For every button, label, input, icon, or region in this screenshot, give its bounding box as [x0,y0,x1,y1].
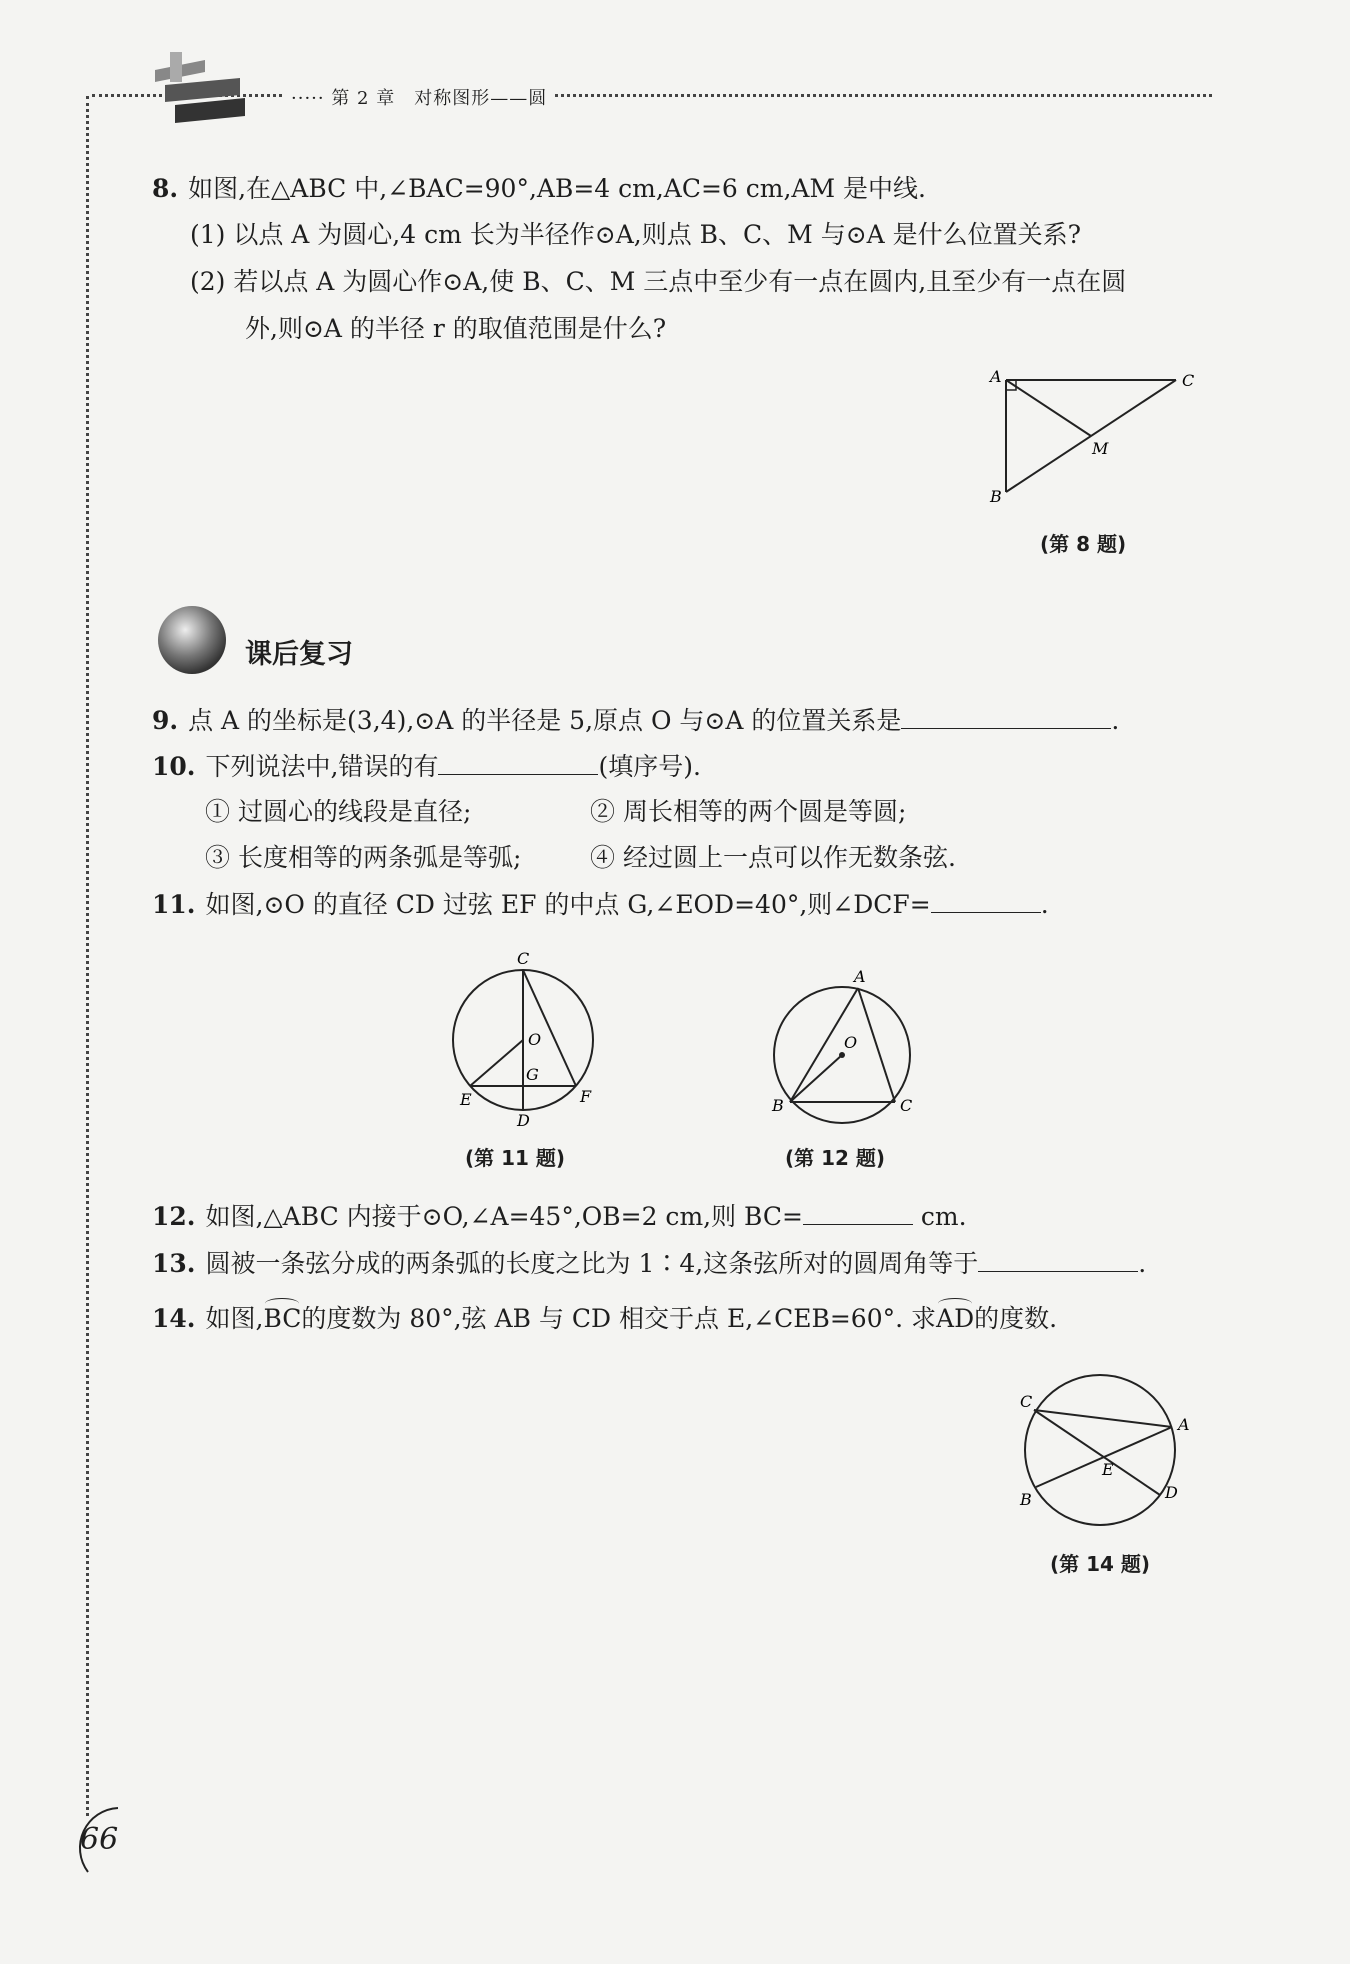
label-o: O [528,1030,542,1049]
figure-8-triangle [980,360,1210,510]
answer-blank-13 [978,1245,1138,1272]
answer-blank-9 [901,702,1111,729]
answer-blank-11 [931,886,1041,913]
section-title: 课后复习 [245,639,353,670]
figure-14-circle [1010,1365,1210,1535]
question-8-part-2-line-1: (2) 若以点 A 为圆心作⊙A,使 B、C、M 三点中至少有一点在圆内,且至少有一点在圆 [190,267,1127,296]
header-dotted-rule [92,94,1212,97]
figure-11-circle [440,950,610,1130]
label-e: E [460,1090,472,1109]
question-8-part-1: (1) 以点 A 为圆心,4 cm 长为半径作⊙A,则点 B、C、M 与⊙A 是什么位置关系? [190,220,1082,249]
option-3: ③ 长度相等的两条弧是等弧; [205,843,522,872]
label-g: G [526,1065,539,1084]
segment-oe [470,1040,523,1086]
arc-ad: AD [936,1302,974,1336]
label-o: O [844,1033,858,1052]
label-c: C [1182,371,1195,390]
question-14: 14. 如图,BC的度数为 80°,弦 AB 与 CD 相交于点 E,∠CEB=60°. 求AD的度数. [152,1302,1057,1336]
books-logo-icon [145,50,255,130]
option-1: ① 过圆心的线段是直径; [205,797,472,826]
label-a: A [854,967,866,986]
question-11: 11. 如图,⊙O 的直径 CD 过弦 EF 的中点 G,∠EOD=40°,则∠DCF= . [152,886,1049,922]
question-12: 12. 如图,△ABC 内接于⊙O,∠A=45°,OB=2 cm,则 BC= cm. [152,1198,967,1234]
label-c: C [1020,1392,1033,1411]
radius-ob [790,1055,842,1102]
label-d: D [517,1111,530,1130]
answer-blank-12 [803,1198,913,1225]
segment-am [1006,380,1091,436]
figure-14-caption: (第 14 题) [1050,1552,1151,1576]
answer-blank-10 [438,748,598,775]
option-2: ② 周长相等的两个圆是等圆; [590,797,907,826]
label-m: M [1092,439,1109,458]
figure-11-caption: (第 11 题) [465,1146,566,1170]
question-8-part-2-line-2: 外,则⊙A 的半径 r 的取值范围是什么? [245,314,667,343]
question-13: 13. 圆被一条弦分成的两条弧的长度之比为 1∶4,这条弦所对的圆周角等于 . [152,1245,1146,1281]
figure-12-caption: (第 12 题) [785,1146,886,1170]
figure-12-circle [760,965,930,1130]
chapter-header: ····· 第 2 章 对称图形——圆 [285,84,553,110]
label-b: B [772,1096,784,1115]
question-10: 10. 下列说法中,错误的有 (填序号). [152,748,701,784]
section-sphere-icon [152,600,232,680]
label-e: E [1102,1460,1114,1479]
figure-8-caption: (第 8 题) [1040,532,1127,556]
label-f: F [580,1087,592,1106]
label-c: C [900,1096,913,1115]
option-4: ④ 经过圆上一点可以作无数条弦. [590,843,956,872]
label-b: B [1020,1490,1032,1509]
page-number: 66 [80,1822,119,1857]
label-c: C [517,950,530,968]
label-a: A [1178,1415,1190,1434]
label-b: B [990,487,1002,506]
question-9: 9. 点 A 的坐标是(3,4),⊙A 的半径是 5,原点 O 与⊙A 的位置关系是 . [152,702,1119,738]
margin-dotted-rule [86,96,89,1816]
arc-bc: BC [263,1302,301,1336]
question-8: 8. 如图,在△ABC 中,∠BAC=90°,AB=4 cm,AC=6 cm,AM 是中线. [152,174,926,203]
label-d: D [1165,1483,1178,1502]
label-a: A [990,367,1002,386]
